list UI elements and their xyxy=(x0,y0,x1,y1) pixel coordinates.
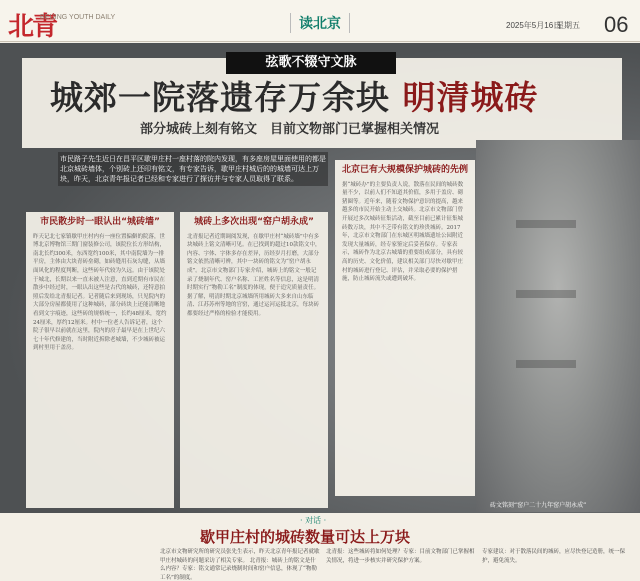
brick-inscription-mark xyxy=(516,360,576,368)
brick-inscription-mark xyxy=(516,290,576,298)
section-title: 读北京 xyxy=(290,13,350,33)
interview-column-2: 北青报：这些城砖将如何处理？专家：目前文物部门已掌握相关情况，将进一步核实并研究保护方案。 xyxy=(326,549,475,564)
brick-inscription-mark xyxy=(516,220,576,228)
headline xyxy=(50,72,539,119)
interview-column-1: 北京市文物研究所的研究员张先生表示，昨天北京青年报记者就歇甲庄村城砖的问题采访了相关专家。 北青报：城砖上的铭文是什么内容？专家：铭文通常记录烧制时间和窑户信息，体现了“物勒工名”的制度。 xyxy=(160,549,320,581)
column-2 xyxy=(180,212,328,508)
subheadline: 部分城砖上刻有铭文 目前文物部门已掌握相关情况 xyxy=(140,122,440,137)
kicker: 弦歌不辍守文脉 xyxy=(226,52,396,74)
lead-paragraph: 市民路子先生近日在昌平区歇甲庄村一座村落的院内发现，有多座房屋里面使用的都是北京城砖墙体，个别砖上还印有铭文，有专家告诉，歇甲庄村城后的的城墙可达上万块，昨天，北京青年报记者已经和专家进行了探访并与专家人员取得了联系。 xyxy=(58,152,328,186)
interview-heading: 歇甲庄村的城砖数量可达上万块 xyxy=(200,528,411,546)
column-1-text: 昨天记北七家镇歇甲庄村内有一座位置偏僻的院落，世博北京博物馆三期门窗装修公司，该院位长方形结构，南北长约300米，东西宽约100米，其中南院墙为一排平房，主体由大块青砖垒砌，如砖缝用石灰勾缝，从墙面风化的程度判断，这些砖年代较为久远。由于该院处于城北，长期以来一直未被人注意，直到近期有市民在散步中经过时，一眼认出这些是古代的城砖，还特意拍照后发给北青报记者。记者随后来到现场，只见院内的大部分房屋都使用了这种城砖，部分砖块上还能清晰地看到文字痕迹，这些砖的规格统一，长约48厘米，宽约24厘米，厚约12厘米。村中一位老人告诉记者，这个院子很早以前就在这里，院内的房子最早是在上世纪六七十年代修建的，当时附近拆除老城墙，不少城砖被运到村里用于盖房。 xyxy=(33,233,167,352)
column-1 xyxy=(26,212,174,508)
headline-main: 城郊一院落遗存万余块 xyxy=(50,78,390,117)
page-header xyxy=(0,0,640,42)
column-3-heading: 北京已有大规模保护城砖的先例 xyxy=(342,165,469,175)
newspaper-logo: 北青 xyxy=(8,12,57,42)
city-brick-photo xyxy=(476,140,640,512)
column-3 xyxy=(335,160,475,496)
column-3-text: 据“城砖办”的主要负责人说，散落在民间的城砖数量不少，以前人们不知道其价值，多用于盖房、砌猪圈等。近年来，随着文物保护意识的提高，越来越多的市民开始主动上交城砖。北京市文物部门曾开展过多次城砖征集活动，截至目前已累计征集城砖数万块，其中不乏带有铭文的珍贵城砖。2017年，北京市文物部门在东城区明城墙遗址公园附近发现大量城砖，经专家鉴定后妥善保存。专家表示，城砖作为北京古城墙的重要组成部分，具有较高的历史、文化价值，建议相关部门尽快对歇甲庄村的城砖进行登记、评估，并采取必要的保护措施，防止城砖流失或遭到破坏。 xyxy=(342,181,464,283)
page-number: 06 xyxy=(604,12,629,37)
column-1-heading: 市民散步时一眼认出“城砖墙” xyxy=(40,217,160,227)
newspaper-name-en: BEIJING YOUTH DAILY xyxy=(40,14,116,21)
interview-column-3: 专家建议：对于散落民间的城砖，应尽快登记造册，统一保护，避免流失。 xyxy=(482,549,626,564)
column-2-heading: 城砖上多次出现“窑户胡永成” xyxy=(194,217,314,227)
column-2-text: 北青报记者近期调阅发现，在歇甲庄村“城砖墙”中有多块城砖上铭文清晰可见。在已找到的超过10款铭文中，内容、字体、字体多存在差异，历经岁月打磨，大部分铭文依然清晰可辨，其中一块砖的铭文为“窑户胡永成”。北京市文物部门专家介绍，城砖上的铭文一般记录了烧制年代、窑户名称、工匠姓名等信息，这是明清时期实行“物勒工名”制度的体现，便于追究质量责任。据了解，明清时期北京城墙所用城砖大多来自山东临清、江苏苏州等地的官窑，通过运河运抵北京，每块砖都要经过严格的检验才能使用。 xyxy=(187,233,321,317)
headline-highlight: 明清城砖 xyxy=(402,78,539,117)
issue-date: 2025年5月16日 xyxy=(506,21,562,30)
interview-tag: · 对话 · xyxy=(300,516,327,525)
issue-weekday: 星期五 xyxy=(556,21,580,30)
photo-caption: 砖文铭刻“窑户二十九年窑户胡永成” xyxy=(490,502,587,509)
